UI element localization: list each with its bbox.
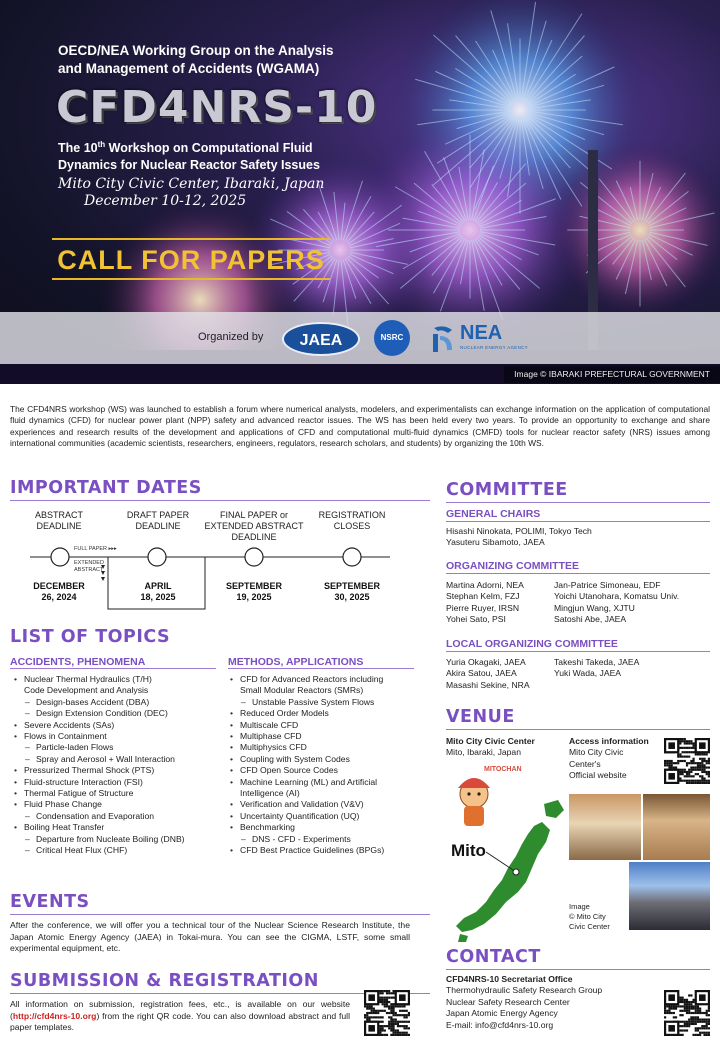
organizers-band (0, 312, 720, 364)
m2-head1: DRAFT PAPER (126, 510, 190, 520)
m1-date2: 26, 2024 (41, 592, 77, 602)
topic-item: • Fluid-structure Interaction (FSI) (12, 777, 222, 788)
important-dates-title: IMPORTANT DATES (10, 478, 202, 498)
topics-right-rule (228, 668, 414, 669)
org-member: Satoshi Abe, JAEA (554, 614, 627, 625)
org-member: Mingjun Wang, XJTU (554, 602, 635, 613)
submission-title: SUBMISSION & REGISTRATION (10, 971, 319, 991)
photo-credit-2: © Mito City (569, 912, 606, 921)
general-chairs-list (446, 526, 592, 549)
local-member: Yuki Wada, JAEA (554, 668, 622, 679)
event-code: CFD4NRS-10 (56, 82, 378, 133)
m3-head2: EXTENDED ABSTRACT (204, 521, 304, 531)
access-qr-code[interactable] (664, 738, 710, 784)
submission-text-post: ) from the right QR code. You can also download abstract and full paper templates. (10, 1010, 350, 1033)
hero-banner (0, 0, 720, 384)
contact-qr-code[interactable] (664, 990, 710, 1036)
access-line-2: Center's (569, 758, 601, 769)
topic-item: – Departure from Nucleate Boiling (DNB) (12, 834, 222, 845)
organizing-rule (446, 573, 710, 574)
org-line-2: and Management of Accidents (WGAMA) (58, 61, 320, 76)
timeline-node-2 (148, 548, 166, 566)
m3-date2: 19, 2025 (236, 592, 272, 602)
venue-name-block (446, 736, 535, 759)
topic-item: • Multiscale CFD (228, 720, 428, 731)
nsrc-logo[interactable]: NSRC (374, 320, 410, 356)
topics-left-list (12, 674, 222, 857)
milestone-4-heading (306, 510, 398, 532)
image-credit: Image © IBARAKI PREFECTURAL GOVERNMENT (504, 366, 720, 383)
committee-rule (446, 502, 710, 503)
photo-credit-3: Civic Center (569, 922, 610, 931)
topics-left-rule (10, 668, 216, 669)
submission-text (10, 999, 350, 1034)
photo-credit (569, 902, 610, 932)
topic-item: • Machine Learning (ML) and Artificial (228, 777, 428, 788)
topic-item: • Severe Accidents (SAs) (12, 720, 222, 731)
location-text: Mito City Civic Center, Ibaraki, Japan (58, 176, 325, 192)
topic-item: • Nuclear Thermal Hydraulics (T/H) (12, 674, 222, 685)
topic-item: • Pressurized Thermal Shock (PTS) (12, 765, 222, 776)
milestone-3-date (208, 581, 300, 603)
local-member: Akira Satou, JAEA (446, 668, 517, 679)
organizing-left-list (446, 580, 524, 626)
interior-photo-2 (643, 794, 710, 860)
submission-text-pre: All information on submission, registration fees, etc., is available on our website ( (10, 999, 350, 1021)
m3-head1: FINAL PAPER or (219, 510, 289, 520)
extended-abstract-label-2: ABSTRACT (74, 567, 104, 573)
website-qr-code[interactable] (364, 990, 410, 1036)
contact-rule (446, 969, 710, 970)
access-line-3[interactable]: Official website (569, 770, 627, 781)
jaea-logo[interactable]: JAEA (282, 322, 360, 356)
local-member: Masashi Sekine, NRA (446, 679, 530, 690)
topic-item: • Verification and Validation (V&V) (228, 799, 428, 810)
contact-email[interactable]: E-mail: info@cfd4nrs-10.org (446, 1019, 554, 1030)
topic-item: • Uncertainty Quantification (UQ) (228, 811, 428, 822)
organizer-title (58, 42, 358, 78)
timeline-node-1 (51, 548, 69, 566)
m4-date1: SEPTEMBER (323, 581, 380, 591)
committee-title: COMMITTEE (446, 480, 568, 500)
contact-line-2: Nuclear Safety Research Center (446, 996, 570, 1007)
milestone-4-date (306, 581, 398, 603)
org-member: Pierre Ruyer, IRSN (446, 602, 520, 613)
access-heading: Access information (569, 736, 649, 746)
milestone-1-date (14, 581, 104, 603)
call-for-papers: CALL FOR PAPERS (52, 238, 330, 280)
general-chairs-rule (446, 521, 710, 522)
topic-item: • CFD Open Source Codes (228, 765, 428, 776)
topic-item: • Fluid Phase Change (12, 799, 222, 810)
m1-date1: DECEMBER (33, 581, 85, 591)
org-member: Martina Adorni, NEA (446, 580, 524, 590)
full-paper-label: FULL PAPER ▸▸▸ (74, 546, 117, 552)
local-left-list (446, 657, 530, 691)
topic-item: • Reduced Order Models (228, 708, 428, 719)
subtitle-sup: th (97, 140, 106, 149)
local-member: Yuria Okagaki, JAEA (446, 657, 526, 667)
local-rule (446, 651, 710, 652)
topic-item: • Multiphysics CFD (228, 742, 428, 753)
contact-title: CONTACT (446, 947, 541, 967)
topic-item: – DNS - CFD - Experiments (228, 834, 428, 845)
m4-date2: 30, 2025 (334, 592, 370, 602)
event-dates: December 10-12, 2025 (84, 193, 247, 209)
milestone-2-heading (112, 510, 204, 532)
local-member: Takeshi Takeda, JAEA (554, 657, 640, 667)
m4-head1: REGISTRATION (318, 510, 386, 520)
organized-by-label: Organized by (198, 331, 264, 343)
photo-credit-1: Image (569, 902, 590, 911)
timeline-node-4 (343, 548, 361, 566)
event-subtitle (58, 136, 358, 174)
topic-item: • Thermal Fatigue of Structure (12, 788, 222, 799)
contact-line-3: Japan Atomic Energy Agency (446, 1008, 558, 1019)
general-chairs-heading: GENERAL CHAIRS (446, 508, 541, 520)
contact-line-1: Thermohydraulic Safety Research Group (446, 985, 603, 996)
milestone-3-heading (198, 510, 310, 543)
nea-logo[interactable] (430, 322, 530, 356)
nea-glyph-icon (430, 324, 456, 354)
topic-item: – Condensation and Evaporation (12, 811, 222, 822)
nea-logo-sub: NUCLEAR ENERGY AGENCY (460, 345, 528, 350)
extended-abstract-label-1: EXTENDED (74, 560, 104, 566)
subtitle-line-2: Dynamics for Nuclear Reactor Safety Issues (58, 158, 320, 173)
topic-item: • Boiling Heat Transfer (12, 822, 222, 833)
topic-item: Code Development and Analysis (24, 685, 149, 696)
subtitle-post: Workshop on Computational Fluid (105, 141, 313, 156)
m2-date2: 18, 2025 (140, 592, 176, 602)
topic-item: – Critical Heat Flux (CHF) (12, 845, 222, 856)
map-label: Mito (451, 841, 486, 860)
organizing-right-list (554, 580, 679, 626)
m3-head3: DEADLINE (231, 532, 277, 542)
events-title: EVENTS (10, 892, 90, 912)
nea-logo-text: NEA (460, 322, 503, 344)
topics-right-heading: METHODS, APPLICATIONS (228, 656, 364, 668)
topic-item: – Unstable Passive System Flows (228, 697, 428, 708)
m1-head2: DEADLINE (36, 521, 82, 531)
events-rule (10, 914, 430, 915)
topic-item: • CFD for Advanced Reactors including (228, 674, 428, 685)
m3-date1: SEPTEMBER (225, 581, 282, 591)
contact-office: CFD4NRS-10 Secretariat Office (446, 974, 573, 984)
access-info-block (569, 736, 649, 782)
local-committee-heading: LOCAL ORGANIZING COMMITTEE (446, 638, 618, 650)
venue-title: VENUE (446, 707, 515, 727)
m4-head2: CLOSES (333, 521, 371, 531)
topic-item: • Flows in Containment (12, 731, 222, 742)
topic-item: – Design-bases Accident (DBA) (12, 697, 222, 708)
venue-rule (446, 729, 710, 730)
website-link[interactable]: http://cfd4nrs-10.org (12, 1010, 97, 1021)
access-line-1: Mito City Civic (569, 747, 624, 758)
events-text: After the conference, we will offer you a technical tour of the Nuclear Science Research Institute, the Japan Atomic Energy Agency (JAEA) in Tokai-mura. You can see the CIGMA, LSTF, some small experimental equipment, etc. (10, 920, 410, 954)
timeline-node-3 (245, 548, 263, 566)
topic-item: • Multiphase CFD (228, 731, 428, 742)
topic-item: – Particle-laden Flows (12, 742, 222, 753)
org-member: Stephan Kelm, FZJ (446, 591, 520, 602)
topic-item: • CFD Best Practice Guidelines (BPGs) (228, 845, 428, 856)
milestone-2-date (112, 581, 204, 603)
org-member: Jan-Patrice Simoneau, EDF (554, 580, 661, 590)
milestone-1-heading (14, 510, 104, 532)
local-right-list (554, 657, 639, 680)
topics-title: LIST OF TOPICS (10, 627, 171, 647)
topics-right-list (228, 674, 428, 857)
org-member: Yohei Sato, PSI (446, 614, 506, 625)
chair-1: Hisashi Ninokata, POLIMI, Tokyo Tech (446, 526, 592, 536)
topic-item: Small Modular Reactors (SMRs) (240, 685, 364, 696)
m2-head2: DEADLINE (135, 521, 181, 531)
m2-date1: APRIL (144, 581, 172, 591)
event-location (58, 176, 358, 210)
venue-city: Mito, Ibaraki, Japan (446, 747, 521, 758)
building-photo (629, 862, 710, 930)
topic-item: • Benchmarking (228, 822, 428, 833)
topic-item: – Spray and Aerosol + Wall Interaction (12, 754, 222, 765)
topic-item: – Design Extension Condition (DEC) (12, 708, 222, 719)
topics-left-heading: ACCIDENTS, PHENOMENA (10, 656, 146, 668)
topic-item: Intelligence (AI) (240, 788, 300, 799)
org-line-1: OECD/NEA Working Group on the Analysis (58, 43, 334, 58)
intro-paragraph: The CFD4NRS workshop (WS) was launched to establish a forum where numerical analysts, modelers, and experimentalists can exchange information on the application of computational fluid dynamics (CFD) for nuclear power plant (NPP) safety and advanced reactor issues. The WS has been held every two years. To provide an opportunity to exchange and share experiences and research results of the development and applications of CFD and computational multi-fluid dynamics (CMFD) tools for nuclear reactor safety (NRS) issues among international communities (academic scientists, researchers, engineers, regulators, research scholars, and students) by organizing the 10th WS. (10, 404, 710, 449)
subtitle-pre: The 10 (58, 141, 98, 156)
m1-head1: ABSTRACT (34, 510, 83, 520)
interior-photo-1 (569, 794, 641, 860)
organizing-committee-heading: ORGANIZING COMMITTEE (446, 560, 579, 572)
venue-name: Mito City Civic Center (446, 736, 535, 746)
mascot-label: MITOCHAN (484, 766, 522, 773)
contact-block (446, 974, 602, 1031)
topic-item: • Coupling with System Codes (228, 754, 428, 765)
chair-2: Yasuteru Sibamoto, JAEA (446, 537, 545, 548)
org-member: Yoichi Utanohara, Komatsu Univ. (554, 591, 680, 602)
dates-rule (10, 500, 430, 501)
mascot-icon (458, 778, 490, 826)
